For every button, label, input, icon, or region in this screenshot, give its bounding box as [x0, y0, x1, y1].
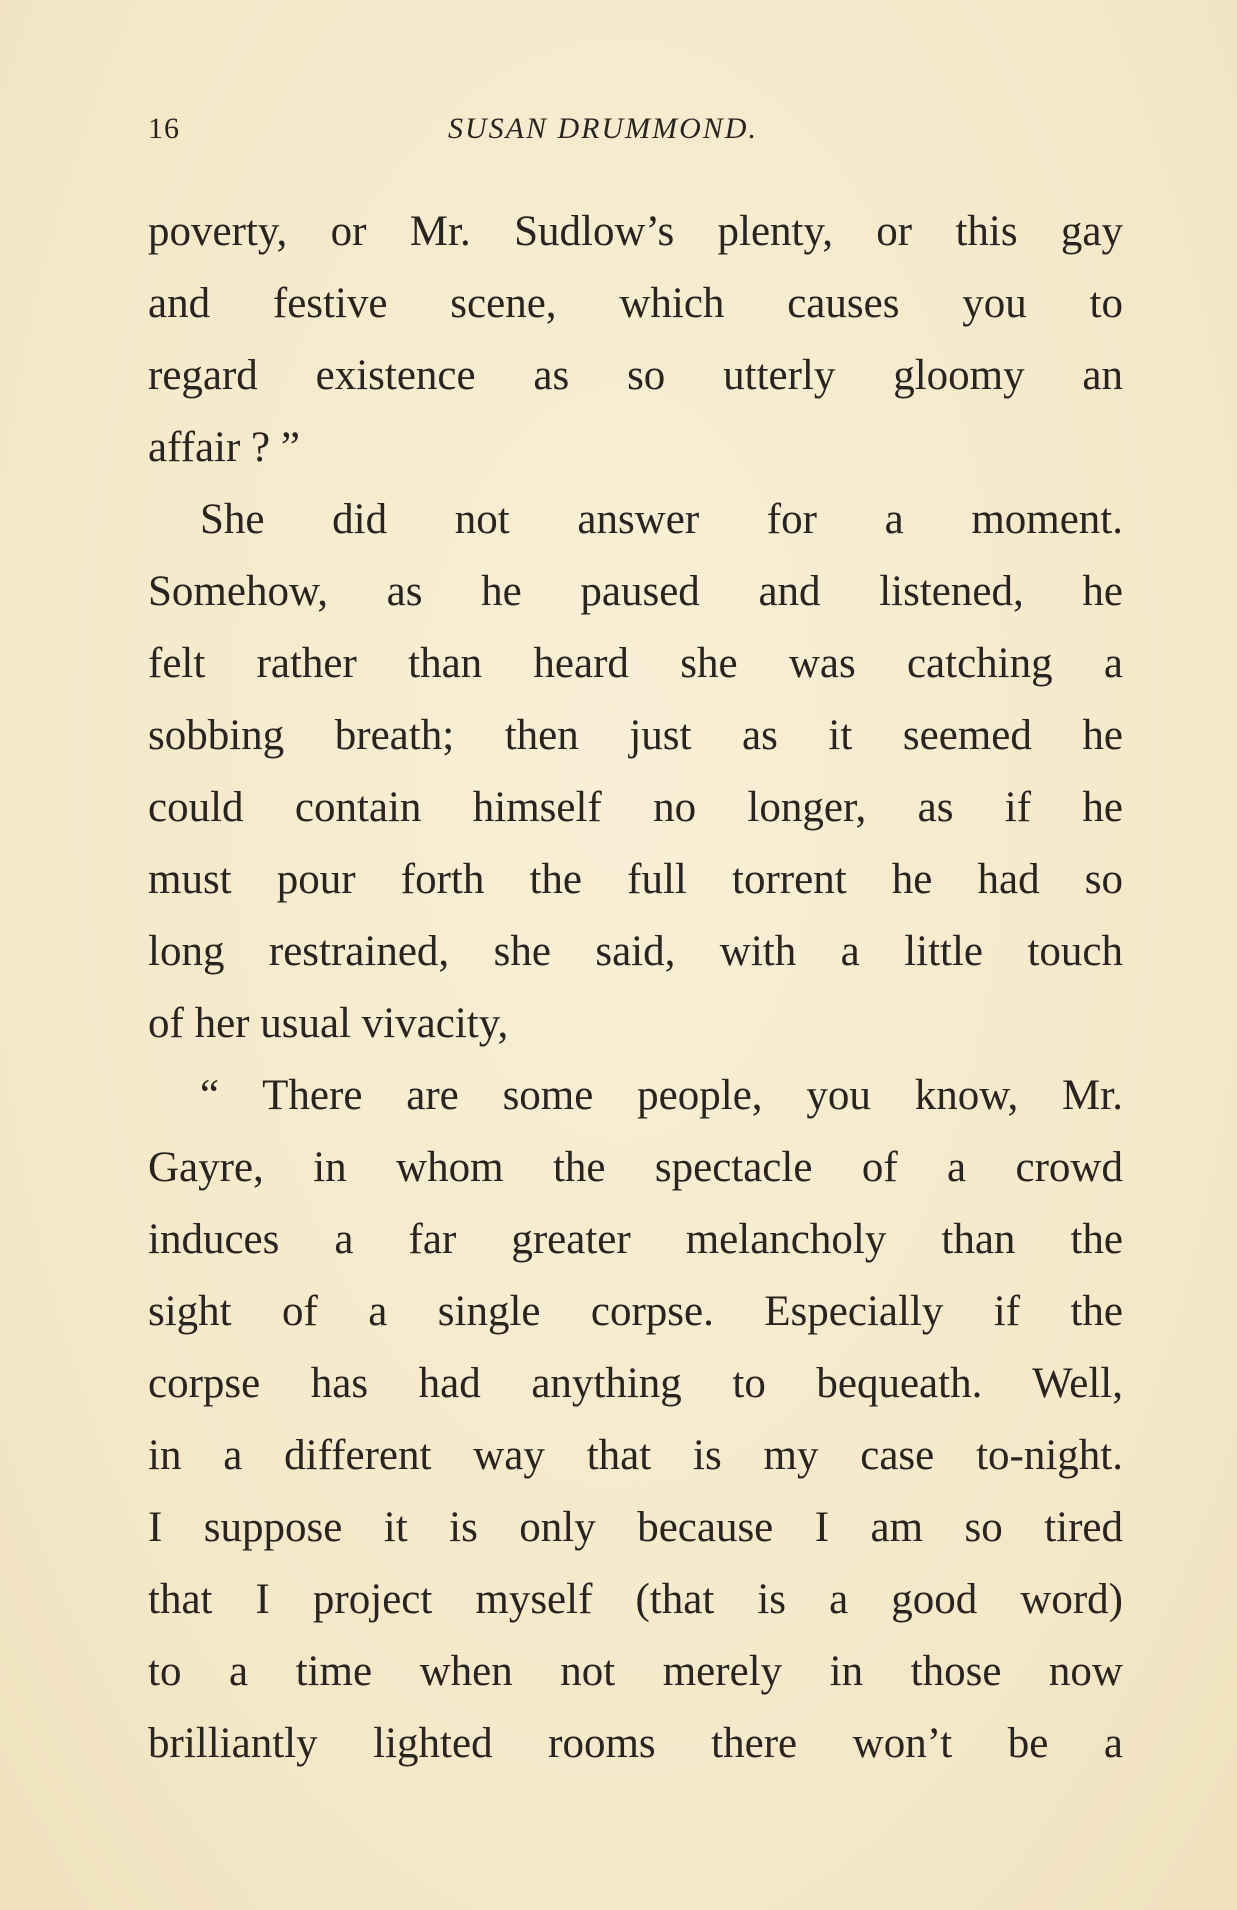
text-line: Gayre, in whom the spectacle of a crowd — [148, 1144, 1123, 1191]
text-line: Somehow, as he paused and listened, he — [148, 568, 1123, 615]
text-line: I suppose it is only because I am so tired — [148, 1504, 1123, 1551]
page-number: 16 — [148, 112, 180, 145]
text-line: that I project myself (that is a good word) — [148, 1576, 1123, 1623]
text-line: felt rather than heard she was catching a — [148, 640, 1123, 687]
text-line: sobbing breath; then just as it seemed he — [148, 712, 1123, 759]
text-line: induces a far greater melancholy than the — [148, 1216, 1123, 1263]
running-head — [148, 112, 1120, 152]
text-line: could contain himself no longer, as if he — [148, 784, 1123, 831]
body-text — [148, 196, 1123, 1780]
text-line: and festive scene, which causes you to — [148, 280, 1123, 327]
text-line: brilliantly lighted rooms there won’t be a — [148, 1720, 1123, 1767]
text-line: regard existence as so utterly gloomy an — [148, 352, 1123, 399]
text-line: in a different way that is my case to-night. — [148, 1432, 1123, 1479]
text-line: affair ? ” — [148, 424, 300, 471]
text-line: corpse has had anything to bequeath. Well, — [148, 1360, 1123, 1407]
text-line: must pour forth the full torrent he had so — [148, 856, 1123, 903]
text-line: sight of a single corpse. Especially if the — [148, 1288, 1123, 1335]
paragraph-start-line: She did not answer for a moment. — [200, 496, 1123, 543]
text-line: to a time when not merely in those now — [148, 1648, 1123, 1695]
text-line: poverty, or Mr. Sudlow’s plenty, or this gay — [148, 208, 1123, 255]
paragraph-start-line: “ There are some people, you know, Mr. — [200, 1072, 1123, 1119]
text-line: long restrained, she said, with a little touch — [148, 928, 1123, 975]
text-line: of her usual vivacity, — [148, 1000, 509, 1047]
running-title: SUSAN DRUMMOND. — [448, 112, 758, 145]
